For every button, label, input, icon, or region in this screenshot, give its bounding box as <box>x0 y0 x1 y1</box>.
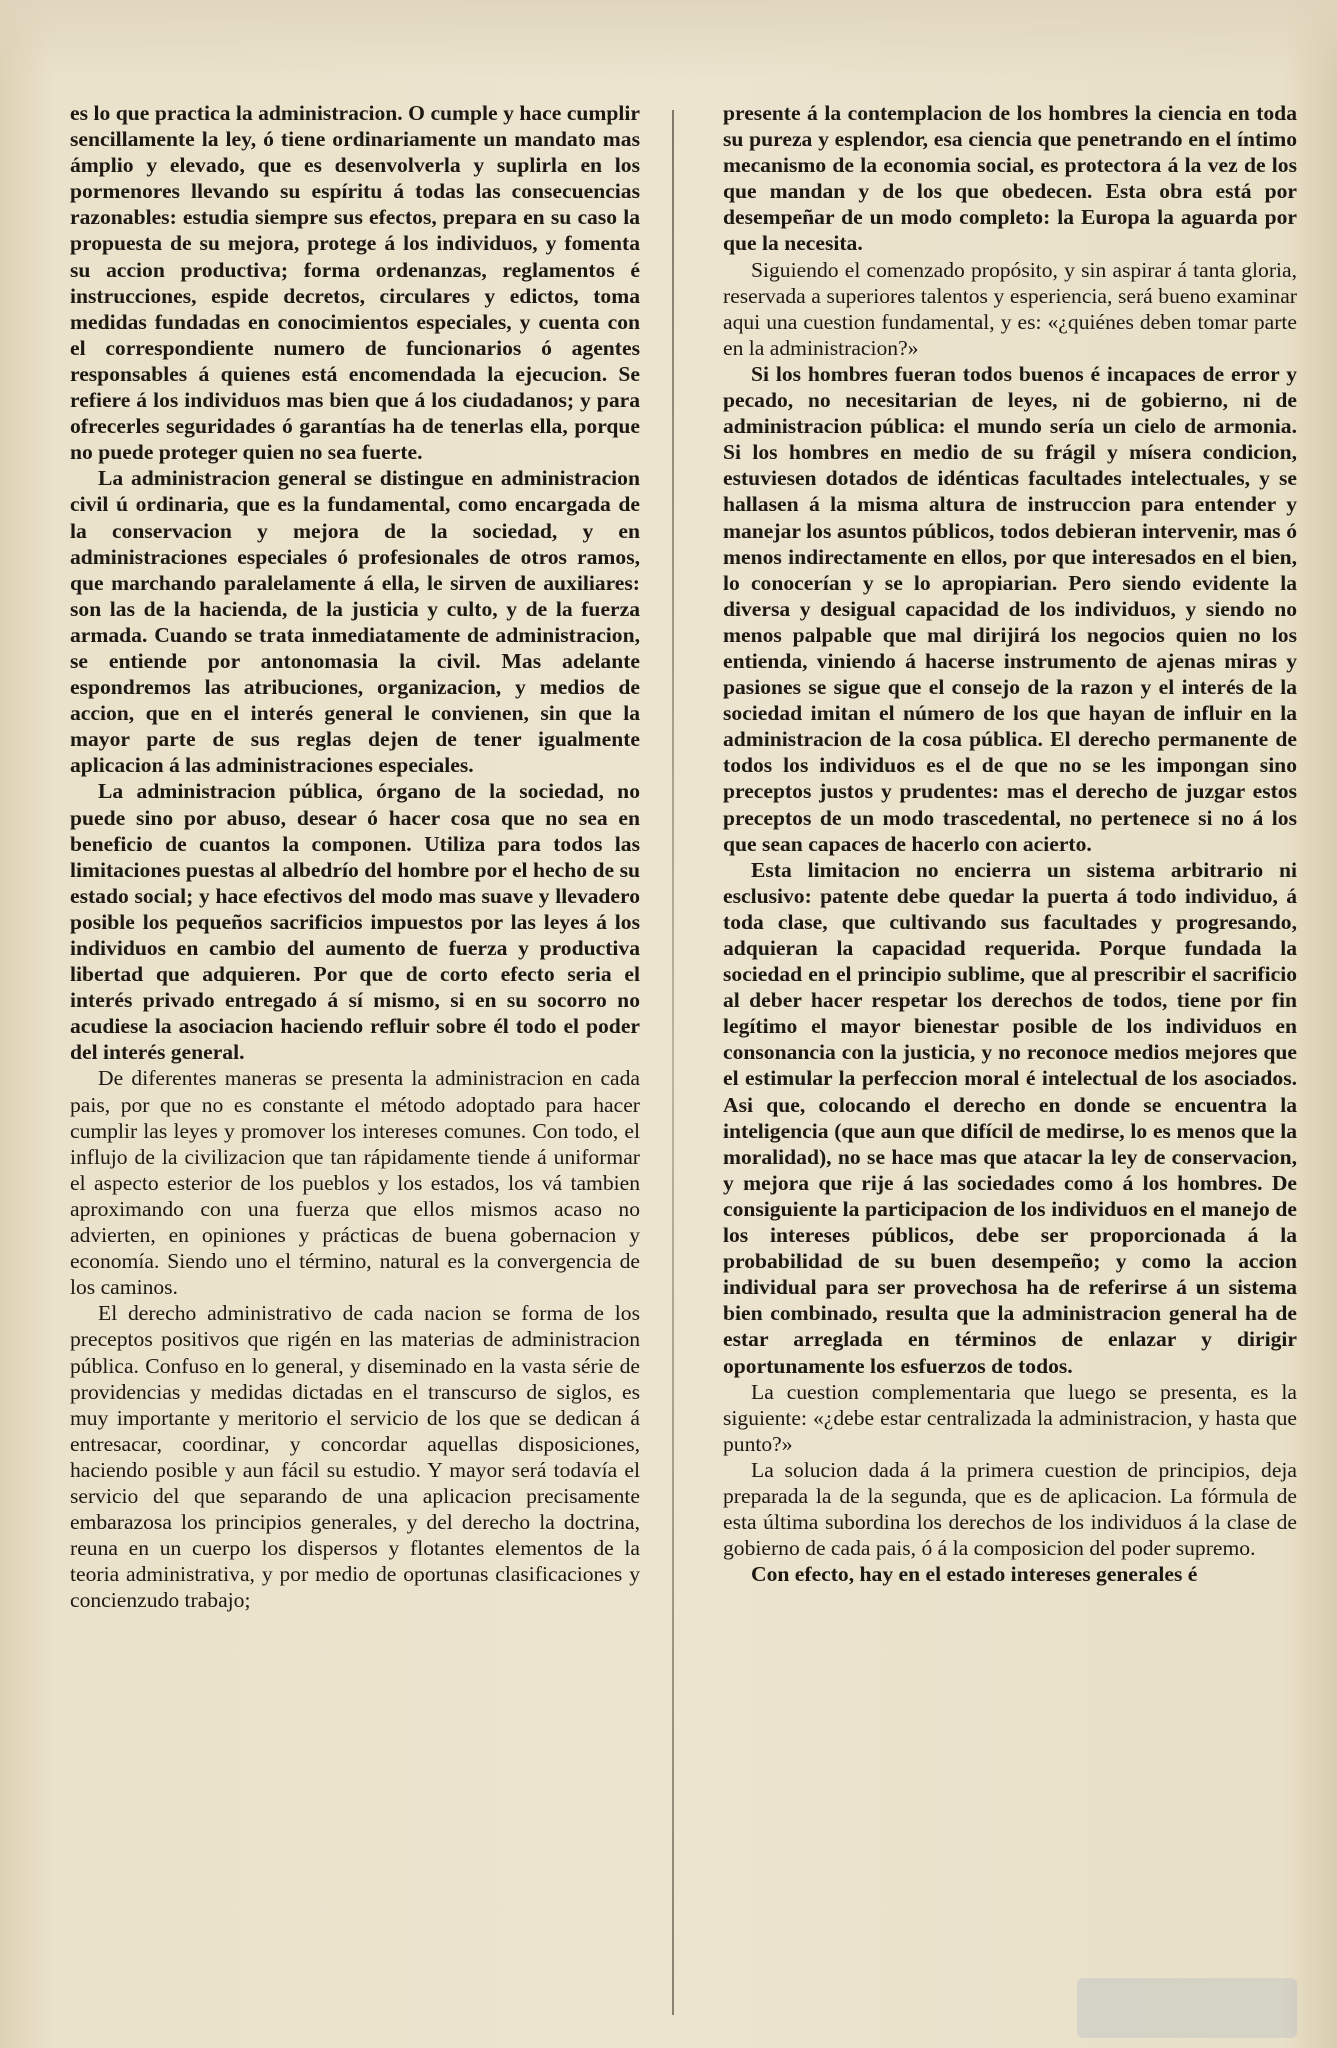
left-column <box>70 100 640 2025</box>
paragraph: De diferentes maneras se presenta la administracion en cada pais, por que no es constante el método adoptado para hacer cumplir las leyes y promover los intereses comunes. Con todo, el influjo de la civilizacion que tan rápidamente tiende á uniformar el aspecto esterior de los pueblos y los estados, los vá tambien aproximando con una fuerza que ellos mismos acaso no advierten, en opiniones y prácticas de buena gobernacion y economía. Siendo uno el término, natural es la convergencia de los caminos. <box>70 1066 640 1300</box>
paragraph: La cuestion complementaria que luego se presenta, es la siguiente: «¿debe estar centralizada la administracion, y hasta que punto?» <box>723 1379 1297 1456</box>
page-top-shadow <box>0 0 1337 80</box>
paragraph: presente á la contemplacion de los hombres la ciencia en toda su pureza y esplendor, esa ciencia que penetrando en el íntimo mecanismo de la economia social, es protectora á la vez de los que mandan y de los que obedecen. Esta obra está por desempeñar de un modo completo: la Europa la aguarda por que la necesita. <box>723 101 1297 256</box>
paragraph: Con efecto, hay en el estado intereses generales é <box>751 1562 1198 1587</box>
paragraph: es lo que practica la administracion. O cumple y hace cumplir sencillamente la ley, ó tiene ordinariamente un mandato mas ámplio y elevado, que es desenvolverla y suplirla en los pormenores llevando su espíritu á todas las consecuencias razonables: estudia siempre sus efectos, prepara en su caso la propuesta de su mejora, protege á los individuos, y fomenta su accion productiva; forma ordenanzas, reglamentos é instrucciones, espide decretos, circulares y edictos, toma medidas fundadas en conocimientos especiales, y cuenta con el correspondiente numero de funcionarios ó agentes responsables á quienes está encomendada la ejecucion. Se refiere á los individuos mas bien que á los ciudadanos; y para ofrecerles seguridades ó garantías ha de tenerlas ella, porque no puede proteger quien no sea fuerte. <box>70 101 640 465</box>
column-divider <box>672 110 674 2015</box>
paragraph: La administracion general se distingue en administracion civil ú ordinaria, que es la fundamental, como encargada de la conservacion y mejora de la sociedad, y en administraciones especiales ó profesionales de otros ramos, que marchando paralelamente á ella, le sirven de auxiliares: son las de la hacienda, de la justicia y culto, y de la fuerza armada. Cuando se trata inmediatamente de administracion, se entiende por antonomasia la civil. Mas adelante espondremos las atribuciones, organizacion, y medios de accion, que en el interés general le convienen, sin que la mayor parte de sus reglas dejen de tener igualmente aplicacion á las administraciones especiales. <box>70 466 640 778</box>
paragraph: La administracion pública, órgano de la sociedad, no puede sino por abuso, desear ó hacer cosa que no sea en beneficio de cuantos la componen. Utiliza para todos las limitaciones puestas al albedrío del hombre por el hecho de su estado social; y hace efectivos del modo mas suave y llevadero posible los pequeños sacrificios impuestos por las leyes á los individuos en cambio del aumento de fuerza y productiva libertad que adquieren. Por que de corto efecto seria el interés privado entregado á sí mismo, si en su socorro no acudiese la asociacion haciendo refluir sobre él todo el poder del interés general. <box>70 779 640 1065</box>
paragraph: Si los hombres fueran todos buenos é incapaces de error y pecado, no necesitarian de leyes, ni de gobierno, ni de administracion pública: el mundo sería un cielo de armonia. Si los hombres en medio de su frágil y mísera condicion, estuviesen dotados de idénticas facultades intelectuales, y se hallasen á la misma altura de instruccion para entender y manejar los asuntos públicos, todos debieran intervenir, mas ó menos indirectamente en ellos, por que interesados en el bien, lo conocerían y se lo apropiarian. Pero siendo evidente la diversa y desigual capacidad de los individuos, y siendo no menos palpable que mal dirijirá los negocios quien no los entienda, viniendo á hacerse instrumento de ajenas miras y pasiones se sigue que el consejo de la razon y el interés de la sociedad imitan el número de los que hayan de influir en la administracion de la cosa pública. El derecho permanente de todos los individuos es el de que no se les impongan sino preceptos justos y prudentes: mas el derecho de juzgar estos preceptos de un modo trascedental, no pertenece si no á los que sean capaces de hacerlo con acierto. <box>723 361 1297 856</box>
paragraph: El derecho administrativo de cada nacion se forma de los preceptos positivos que rigén en las materias de administracion pública. Confuso en lo general, y diseminado en la vasta série de providencias y medidas dictadas en el transcurso de siglos, es muy importante y meritorio el servicio de los que se dedican á entresacar, coordinar, y concordar aquellas disposiciones, haciendo posible y aun fácil su estudio. Y mayor será todavía el servicio del que separando de una aplicacion precisamente embarazosa los principios generales, y del derecho la doctrina, reuna en un cuerpo los dispersos y flotantes elementos de la teoria administrativa, y por medio de oportunas clasificaciones y concienzudo trabajo; <box>70 1301 640 1613</box>
paragraph: Siguiendo el comenzado propósito, y sin aspirar á tanta gloria, reservada a superiores talentos y esperiencia, será bueno examinar aqui una cuestion fundamental, y es: «¿quiénes deben tomar parte en la administracion?» <box>723 257 1297 360</box>
library-stamp <box>1077 1978 1297 2038</box>
paragraph: Esta limitacion no encierra un sistema arbitrario ni esclusivo: patente debe quedar la puerta á todo individuo, á toda clase, que cultivando sus facultades y progresando, adquieran la capacidad requerida. Porque fundada la sociedad en el principio sublime, que al prescribir el sacrificio al deber hacer respetar los derechos de todos, tiene por fin legítimo el mayor bienestar posible de los individuos en consonancia con la justicia, y no reconoce medios mejores que el estimular la perfeccion moral é intelectual de los asociados. Asi que, colocando el derecho en donde se encuentra la inteligencia (que aun que difícil de medirse, lo es menos que la moralidad), no se hace mas que atacar la ley de conservacion, y mejora que rije á las sociedades como á los hombres. De consiguiente la participacion de los individuos en el manejo de los intereses públicos, debe ser proporcionada á la probabilidad de su buen desempeño; y como la accion individual para ser provechosa ha de referirse á un sistema bien combinado, resulta que la administracion general ha de estar arreglada en términos de enlazar y dirigir oportunamente los esfuerzos de todos. <box>723 857 1297 1378</box>
right-column <box>723 100 1297 2025</box>
paragraph: La solucion dada á la primera cuestion de principios, deja preparada la de la segunda, que es de aplicacion. La fórmula de esta última subordina los derechos de los individuos á la clase de gobierno de cada pais, ó á la composicion del poder supremo. <box>723 1457 1297 1561</box>
